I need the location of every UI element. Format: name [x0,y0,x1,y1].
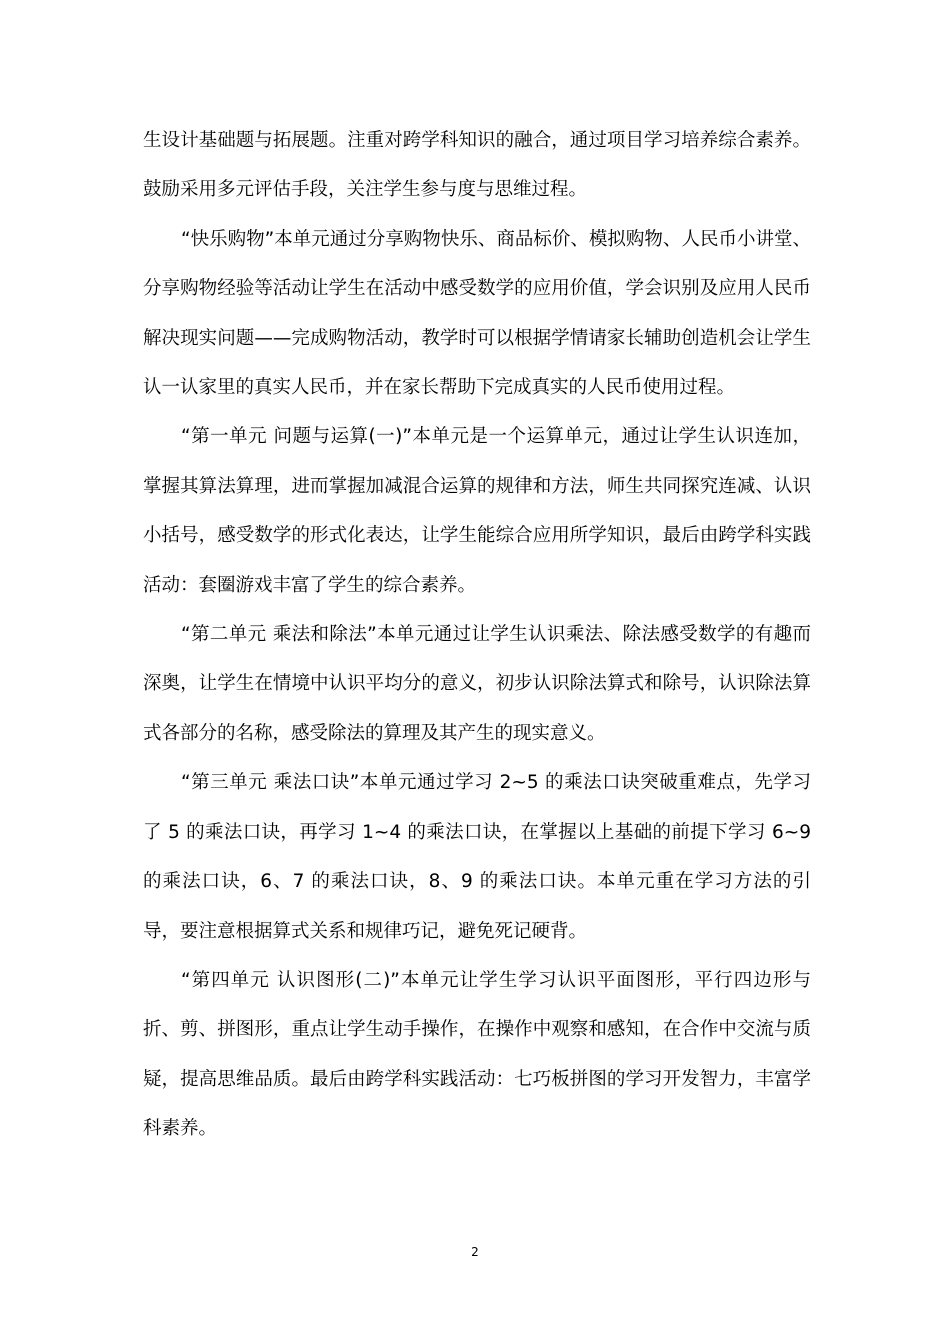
paragraph-unit-two: “第二单元 乘法和除法”本单元通过让学生认识乘法、除法感受数学的有趣而深奥，让学生在情境中认识平均分的意义，初步认识除法算式和除号，认识除法算式各部分的名称，感受除法的算理及其产生的现实意义。 [143,624,811,744]
paragraph-happy-shopping: “快乐购物”本单元通过分享购物快乐、商品标价、模拟购物、人民币小讲堂、分享购物经验等活动让学生在活动中感受数学的应用价值，学会识别及应用人民币解决现实问题——完成购物活动，教学时可以根据学情请家长辅助创造机会让学生认一认家里的真实人民币，并在家长帮助下完成真实的人民币使用过程。 [143,228,811,399]
page-number: 2 [471,1245,479,1259]
paragraph-continuation: 生设计基础题与拓展题。注重对跨学科知识的融合，通过项目学习培养综合素养。鼓励采用多元评估手段，关注学生参与度与思维过程。 [143,130,811,201]
paragraph-unit-four: “第四单元 认识图形(二)”本单元让学生学习认识平面图形，平行四边形与折、剪、拼图形，重点让学生动手操作，在操作中观察和感知，在合作中交流与质疑，提高思维品质。最后由跨学科实践活动：七巧板拼图的学习开发智力，丰富学科素养。 [143,969,811,1140]
paragraph-unit-one: “第一单元 问题与运算(一)”本单元是一个运算单元，通过让学生认识连加，掌握其算法算理，进而掌握加减混合运算的规律和方法，师生共同探究连减、认识小括号，感受数学的形式化表达，让学生能综合应用所学知识，最后由跨学科实践活动：套圈游戏丰富了学生的综合素养。 [143,426,811,596]
paragraph-unit-three: “第三单元 乘法口诀”本单元通过学习 2~5 的乘法口诀突破重难点，先学习了 5 的乘法口诀，再学习 1~4 的乘法口诀，在掌握以上基础的前提下学习 6~9 的乘法口诀，6、7 的乘法口诀，8、9 的乘法口诀。本单元重在学习方法的引导，要注意根据算式关系和规律巧记，避免死记硬背。 [143,772,811,942]
body-text [143,116,811,1154]
